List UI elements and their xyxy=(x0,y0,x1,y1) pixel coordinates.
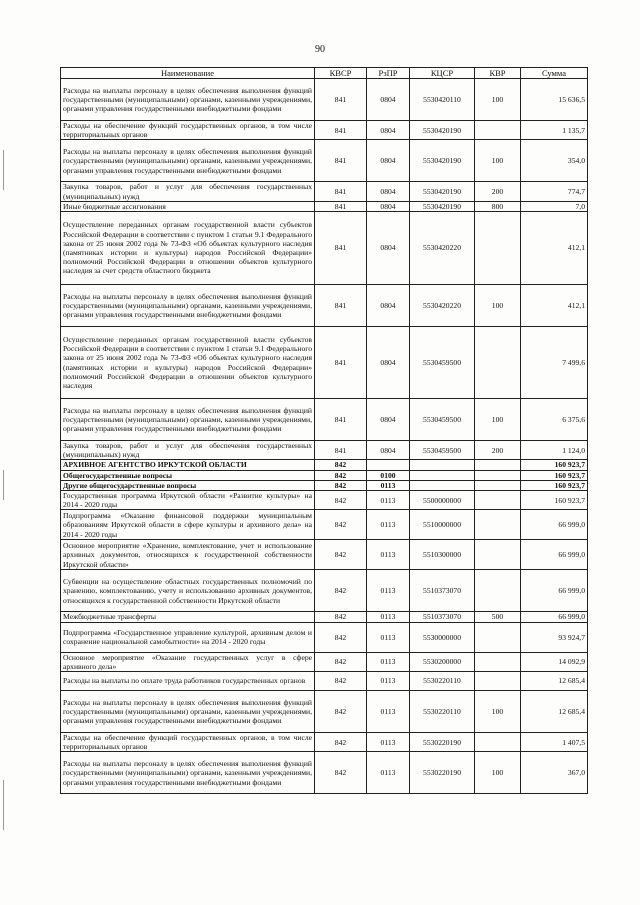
row-kvsr: 841 xyxy=(315,79,367,121)
row-sum: 14 092,9 xyxy=(521,652,588,671)
row-rzpr: 0113 xyxy=(367,612,410,622)
table-row xyxy=(61,79,588,121)
row-kvsr: 842 xyxy=(315,470,367,480)
row-kvsr: 842 xyxy=(315,622,367,652)
row-rzpr: 0804 xyxy=(367,140,410,182)
row-name: Подпрограмма «Оказание финансовой поддержки муниципальным образованиям Иркутской области в сфере культуры и архивного дела» на 2014 - 2020 годы xyxy=(61,510,315,540)
row-kvsr: 842 xyxy=(315,652,367,671)
row-name: Основное мероприятие «Хранение, комплектование, учет и использование архивных документов, относящихся к государственной собственности Иркутской области» xyxy=(61,540,315,570)
row-kvsr: 842 xyxy=(315,570,367,612)
row-rzpr: 0113 xyxy=(367,480,410,490)
row-kvsr: 842 xyxy=(315,540,367,570)
row-kvr: 200 xyxy=(475,441,521,460)
row-kcsr: 5530459500 xyxy=(410,399,475,441)
row-sum: 160 923,7 xyxy=(521,460,588,470)
row-rzpr: 0804 xyxy=(367,182,410,201)
row-kvr xyxy=(475,460,521,470)
row-kvr xyxy=(475,622,521,652)
table-row xyxy=(61,441,588,460)
row-kcsr: 5510373070 xyxy=(410,570,475,612)
row-kcsr: 5510300000 xyxy=(410,540,475,570)
row-kvsr: 842 xyxy=(315,510,367,540)
row-rzpr: 0113 xyxy=(367,491,410,510)
row-kvr xyxy=(475,327,521,399)
row-name: Расходы на выплаты персоналу в целях обеспечения выполнения функций государственными (муниципальными) органами, казенными учреждениями, органами управления государственными внебюджетными фондами xyxy=(61,399,315,441)
row-sum: 1 407,5 xyxy=(521,733,588,752)
table-row xyxy=(61,622,588,652)
header-kcsr: КЦСР xyxy=(410,68,475,79)
table-row xyxy=(61,182,588,201)
row-rzpr: 0113 xyxy=(367,733,410,752)
row-kvr: 500 xyxy=(475,612,521,622)
row-kvsr: 842 xyxy=(315,691,367,733)
row-name: Общегосударственные вопросы xyxy=(61,470,315,480)
row-sum: 66 999,0 xyxy=(521,612,588,622)
row-kvr xyxy=(475,510,521,540)
table-row xyxy=(61,285,588,327)
table-row xyxy=(61,470,588,480)
row-sum: 66 999,0 xyxy=(521,570,588,612)
row-kvsr: 842 xyxy=(315,752,367,794)
row-rzpr xyxy=(367,460,410,470)
row-kvr: 100 xyxy=(475,79,521,121)
row-sum: 1 124,0 xyxy=(521,441,588,460)
row-kvsr: 841 xyxy=(315,399,367,441)
scan-edge-mark xyxy=(3,150,4,190)
row-kvsr: 842 xyxy=(315,491,367,510)
table-row xyxy=(61,733,588,752)
table-row xyxy=(61,460,588,470)
row-kcsr: 5530200000 xyxy=(410,652,475,671)
scan-edge-mark xyxy=(3,470,4,500)
row-name: Расходы на обеспечение функций государственных органов, в том числе территориальных органов xyxy=(61,121,315,140)
budget-table xyxy=(60,67,588,794)
row-kvr xyxy=(475,480,521,490)
row-kcsr: 5530420190 xyxy=(410,121,475,140)
row-kvr xyxy=(475,570,521,612)
row-kcsr: 5500000000 xyxy=(410,491,475,510)
row-sum: 93 924,7 xyxy=(521,622,588,652)
table-row xyxy=(61,612,588,622)
row-kcsr: 5510373070 xyxy=(410,612,475,622)
row-sum: 412,1 xyxy=(521,285,588,327)
row-sum: 160 923,7 xyxy=(521,491,588,510)
table-row xyxy=(61,652,588,671)
row-kvr: 100 xyxy=(475,140,521,182)
row-kcsr: 5530459500 xyxy=(410,327,475,399)
row-sum: 160 923,7 xyxy=(521,470,588,480)
row-sum: 12 685,4 xyxy=(521,691,588,733)
row-rzpr: 0113 xyxy=(367,510,410,540)
row-kvsr: 842 xyxy=(315,672,367,691)
row-sum: 15 636,5 xyxy=(521,79,588,121)
row-kcsr: 5530220110 xyxy=(410,672,475,691)
row-kcsr: 5530420220 xyxy=(410,285,475,327)
table-row xyxy=(61,752,588,794)
row-kvr xyxy=(475,540,521,570)
row-kcsr: 5530220190 xyxy=(410,752,475,794)
table-body xyxy=(61,79,588,794)
table-row xyxy=(61,570,588,612)
header-kvsr: КВСР xyxy=(315,68,367,79)
row-rzpr: 0804 xyxy=(367,327,410,399)
row-name: Основное мероприятие «Оказание государственных услуг в сфере архивного дела» xyxy=(61,652,315,671)
row-rzpr: 0113 xyxy=(367,691,410,733)
row-kvr xyxy=(475,672,521,691)
row-name: Межбюджетные трансферты xyxy=(61,612,315,622)
table-row xyxy=(61,480,588,490)
row-kvr xyxy=(475,733,521,752)
row-name: АРХИВНОЕ АГЕНТСТВО ИРКУТСКОЙ ОБЛАСТИ xyxy=(61,460,315,470)
row-rzpr: 0804 xyxy=(367,441,410,460)
row-name: Государственная программа Иркутской области «Развитие культуры» на 2014 - 2020 годы xyxy=(61,491,315,510)
header-sum: Сумма xyxy=(521,68,588,79)
row-kvsr: 841 xyxy=(315,140,367,182)
row-name: Расходы на выплаты персоналу в целях обеспечения выполнения функций государственными (муниципальными) органами, казенными учреждениями, органами управления государственными внебюджетными фондами xyxy=(61,285,315,327)
row-sum: 412,1 xyxy=(521,212,588,285)
row-rzpr: 0804 xyxy=(367,79,410,121)
row-name: Иные бюджетные ассигнования xyxy=(61,201,315,211)
row-name: Осуществление переданных органам государственной власти субъектов Российской Федерации в соответствии с пунктом 1 статьи 9.1 Федерального закона от 25 июня 2002 года № 73-ФЗ «Об объектах культурного наследия (памятниках истории и культуры) народов Российской Федерации» полномочий Российской Федерации в отношении объектов культурного наследия xyxy=(61,327,315,399)
row-kvsr: 842 xyxy=(315,733,367,752)
row-kvsr: 842 xyxy=(315,480,367,490)
row-rzpr: 0113 xyxy=(367,652,410,671)
row-kcsr: 5530000000 xyxy=(410,622,475,652)
row-kcsr: 5530459500 xyxy=(410,441,475,460)
row-sum: 66 999,0 xyxy=(521,540,588,570)
row-name: Другие общегосударственные вопросы xyxy=(61,480,315,490)
row-sum: 1 135,7 xyxy=(521,121,588,140)
row-kcsr xyxy=(410,480,475,490)
row-kcsr: 5530420190 xyxy=(410,140,475,182)
row-kvsr: 841 xyxy=(315,201,367,211)
row-kvsr: 842 xyxy=(315,612,367,622)
row-name: Подпрограмма «Государственное управление культурой, архивным делом и сохранение национальной самобытности» на 2014 - 2020 годы xyxy=(61,622,315,652)
page-number: 90 xyxy=(315,44,325,55)
header-kvr: КВР xyxy=(475,68,521,79)
table-row xyxy=(61,327,588,399)
row-kvr: 100 xyxy=(475,285,521,327)
row-kvsr: 841 xyxy=(315,121,367,140)
row-name: Субвенции на осуществление областных государственных полномочий по хранению, комплектованию, учету и использованию архивных документов, относящихся к государственной собственности Иркутской области xyxy=(61,570,315,612)
row-kvr: 100 xyxy=(475,691,521,733)
row-sum: 7,0 xyxy=(521,201,588,211)
table-row xyxy=(61,691,588,733)
row-name: Расходы на выплаты по оплате труда работников государственных органов xyxy=(61,672,315,691)
row-name: Расходы на обеспечение функций государственных органов, в том числе территориальных органов xyxy=(61,733,315,752)
table-row xyxy=(61,491,588,510)
row-kvr: 100 xyxy=(475,752,521,794)
row-kcsr: 5530420190 xyxy=(410,201,475,211)
row-name: Расходы на выплаты персоналу в целях обеспечения выполнения функций государственными (муниципальными) органами, казенными учреждениями, органами управления государственными внебюджетными фондами xyxy=(61,691,315,733)
row-rzpr: 0804 xyxy=(367,121,410,140)
row-kvr xyxy=(475,470,521,480)
row-sum: 6 375,6 xyxy=(521,399,588,441)
row-kvsr: 841 xyxy=(315,212,367,285)
row-kcsr: 5530220110 xyxy=(410,691,475,733)
row-name: Расходы на выплаты персоналу в целях обеспечения выполнения функций государственными (муниципальными) органами, казенными учреждениями, органами управления государственными внебюджетными фондами xyxy=(61,752,315,794)
table-header-row xyxy=(61,68,588,79)
row-kcsr xyxy=(410,460,475,470)
table-row xyxy=(61,510,588,540)
table-row xyxy=(61,540,588,570)
row-rzpr: 0113 xyxy=(367,752,410,794)
row-name: Закупка товаров, работ и услуг для обеспечения государственных (муниципальных) нужд xyxy=(61,441,315,460)
header-rzpr: РзПР xyxy=(367,68,410,79)
row-rzpr: 0113 xyxy=(367,672,410,691)
table-row xyxy=(61,140,588,182)
table-row xyxy=(61,121,588,140)
row-rzpr: 0804 xyxy=(367,399,410,441)
row-kvr xyxy=(475,652,521,671)
row-sum: 367,0 xyxy=(521,752,588,794)
row-rzpr: 0100 xyxy=(367,470,410,480)
row-kvr xyxy=(475,491,521,510)
row-kvsr: 841 xyxy=(315,327,367,399)
row-kvsr: 841 xyxy=(315,285,367,327)
row-sum: 774,7 xyxy=(521,182,588,201)
row-kvsr: 841 xyxy=(315,441,367,460)
row-sum: 160 923,7 xyxy=(521,480,588,490)
row-sum: 354,0 xyxy=(521,140,588,182)
row-sum: 7 499,6 xyxy=(521,327,588,399)
row-sum: 66 999,0 xyxy=(521,510,588,540)
row-name: Расходы на выплаты персоналу в целях обеспечения выполнения функций государственными (муниципальными) органами, казенными учреждениями, органами управления государственными внебюджетными фондами xyxy=(61,140,315,182)
row-kcsr: 5530420110 xyxy=(410,79,475,121)
table-row xyxy=(61,201,588,211)
row-name: Закупка товаров, работ и услуг для обеспечения государственных (муниципальных) нужд xyxy=(61,182,315,201)
row-kcsr: 5530220190 xyxy=(410,733,475,752)
row-kvsr: 842 xyxy=(315,460,367,470)
row-kvr xyxy=(475,212,521,285)
row-rzpr: 0804 xyxy=(367,212,410,285)
row-kcsr xyxy=(410,470,475,480)
row-kvr: 200 xyxy=(475,182,521,201)
row-name: Осуществление переданных органам государственной власти субъектов Российской Федерации в соответствии с пунктом 1 статьи 9.1 Федерального закона от 25 июня 2002 года № 73-ФЗ «Об объектах культурного наследия (памятниках истории и культуры) народов Российской Федерации» полномочий Российской Федерации в отношении объектов культурного наследия за счет средств областного бюджета xyxy=(61,212,315,285)
row-kcsr: 5510000000 xyxy=(410,510,475,540)
row-rzpr: 0804 xyxy=(367,285,410,327)
row-rzpr: 0113 xyxy=(367,570,410,612)
row-rzpr: 0113 xyxy=(367,622,410,652)
row-kcsr: 5530420220 xyxy=(410,212,475,285)
row-rzpr: 0113 xyxy=(367,540,410,570)
row-kvr xyxy=(475,121,521,140)
row-kvsr: 841 xyxy=(315,182,367,201)
table-row xyxy=(61,672,588,691)
row-kcsr: 5530420190 xyxy=(410,182,475,201)
row-kvr: 100 xyxy=(475,399,521,441)
table-row xyxy=(61,399,588,441)
row-sum: 12 685,4 xyxy=(521,672,588,691)
row-kvr: 800 xyxy=(475,201,521,211)
header-name: Наименование xyxy=(61,68,315,79)
table-row xyxy=(61,212,588,285)
row-name: Расходы на выплаты персоналу в целях обеспечения выполнения функций государственными (муниципальными) органами, казенными учреждениями, органами управления государственными внебюджетными фондами xyxy=(61,79,315,121)
scan-edge-mark xyxy=(3,780,4,830)
row-rzpr: 0804 xyxy=(367,201,410,211)
